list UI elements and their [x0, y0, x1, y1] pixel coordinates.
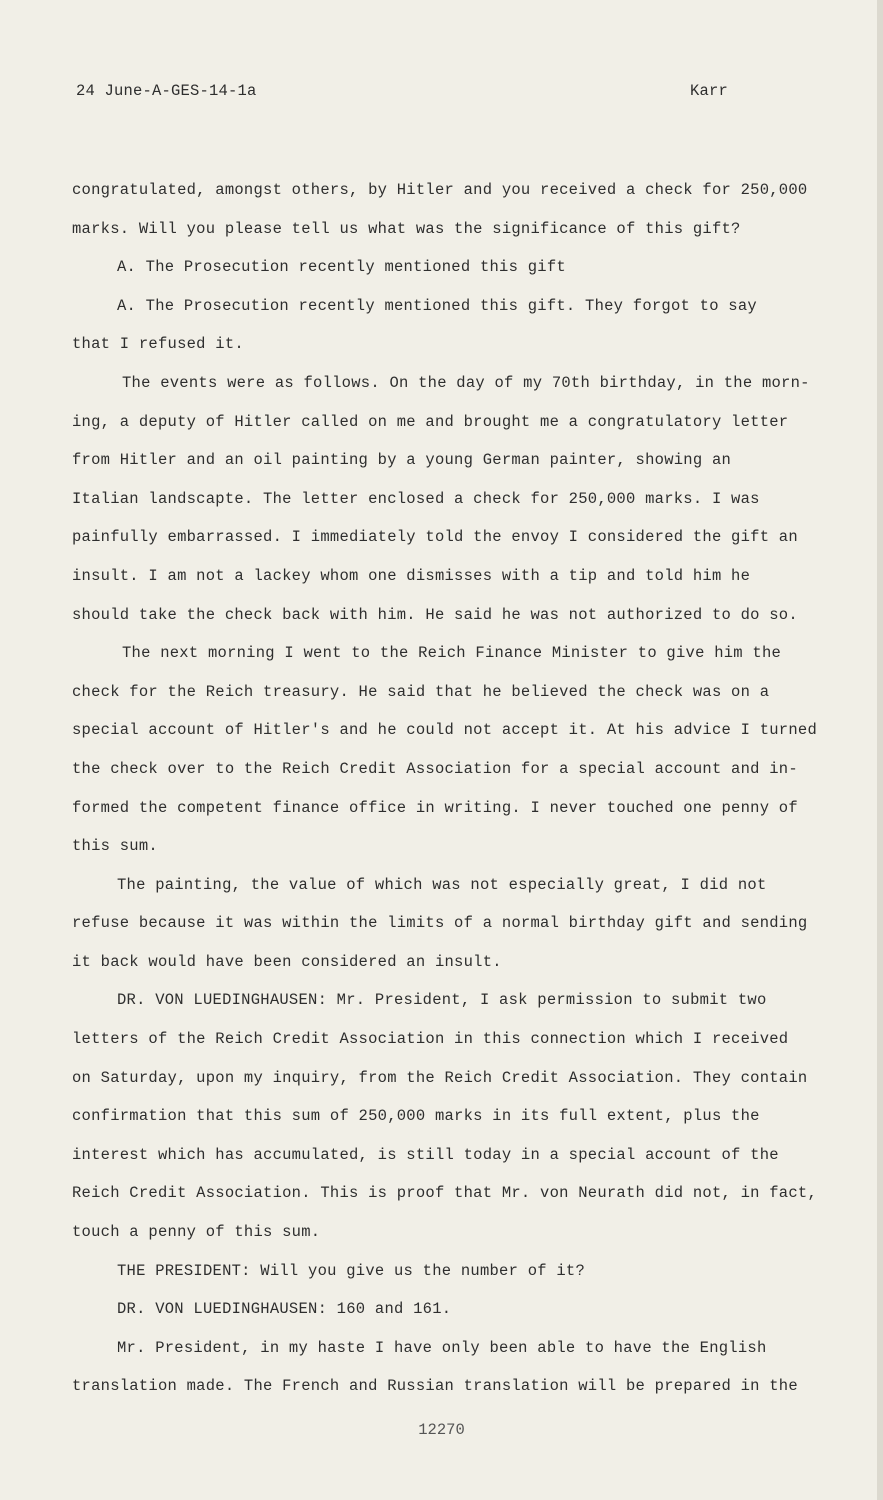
text-line: Italian landscapte. The letter enclosed a check for 250,000 marks. I was: [72, 489, 760, 508]
text-line: The next morning I went to the Reich Finance Minister to give him the: [122, 644, 782, 663]
text-line: from Hitler and an oil painting by a young German painter, showing an: [72, 451, 732, 470]
text-line: Mr. President, in my haste I have only been able to have the English: [117, 1338, 767, 1357]
text-line: insult. I am not a lackey whom one dismisses with a tip and told him he: [72, 566, 751, 585]
text-line: Reich Credit Association. This is proof that Mr. von Neurath did not, in fact,: [72, 1184, 818, 1203]
reporter-name: Karr: [690, 82, 729, 100]
text-line: this sum.: [72, 837, 158, 856]
text-line: the check over to the Reich Credit Association for a special account and in-: [72, 759, 798, 778]
text-line: special account of Hitler's and he could not accept it. At his advice I turned: [72, 721, 818, 740]
text-line: on Saturday, upon my inquiry, from the Reich Credit Association. They contain: [72, 1068, 808, 1087]
text-line: it back would have been considered an insult.: [72, 952, 502, 971]
text-line: check for the Reich treasury. He said that he believed the check was on a: [72, 682, 770, 701]
text-line: A. The Prosecution recently mentioned this gift: [117, 258, 566, 277]
document-reference: 24 June-A-GES-14-1a: [76, 82, 257, 100]
text-line: letters of the Reich Credit Association in this connection which I received: [72, 1030, 789, 1049]
text-line: congratulated, amongst others, by Hitler and you received a check for 250,000: [72, 181, 808, 199]
text-line: that I refused it.: [72, 335, 244, 354]
text-line: DR. VON LUEDINGHAUSEN: 160 and 161.: [117, 1300, 452, 1319]
text-line: translation made. The French and Russian translation will be prepared in the: [72, 1377, 798, 1396]
page-number: 12270: [418, 1421, 465, 1439]
text-line: A. The Prosecution recently mentioned this gift. They forgot to say: [117, 296, 757, 315]
text-line: confirmation that this sum of 250,000 marks in its full extent, plus the: [72, 1107, 760, 1126]
text-line: interest which has accumulated, is still today in a special account of the: [72, 1145, 779, 1164]
text-line: marks. Will you please tell us what was the significance of this gift?: [72, 219, 741, 238]
text-line: The events were as follows. On the day of my 70th birthday, in the morn-: [122, 373, 810, 392]
text-line: DR. VON LUEDINGHAUSEN: Mr. President, I ask permission to submit two: [117, 991, 767, 1010]
text-line: refuse because it was within the limits of a normal birthday gift and sending: [72, 914, 808, 933]
text-line: should take the check back with him. He said he was not authorized to do so.: [72, 605, 798, 624]
text-line: THE PRESIDENT: Will you give us the number of it?: [117, 1261, 586, 1280]
text-line: formed the competent finance office in writing. I never touched one penny of: [72, 798, 798, 817]
text-line: painfully embarrassed. I immediately told the envoy I considered the gift an: [72, 528, 798, 547]
text-line: The painting, the value of which was not especially great, I did not: [117, 875, 767, 894]
text-line: ing, a deputy of Hitler called on me and brought me a congratulatory letter: [72, 412, 789, 431]
transcript-body: [72, 171, 832, 1406]
text-line: touch a penny of this sum.: [72, 1223, 321, 1242]
